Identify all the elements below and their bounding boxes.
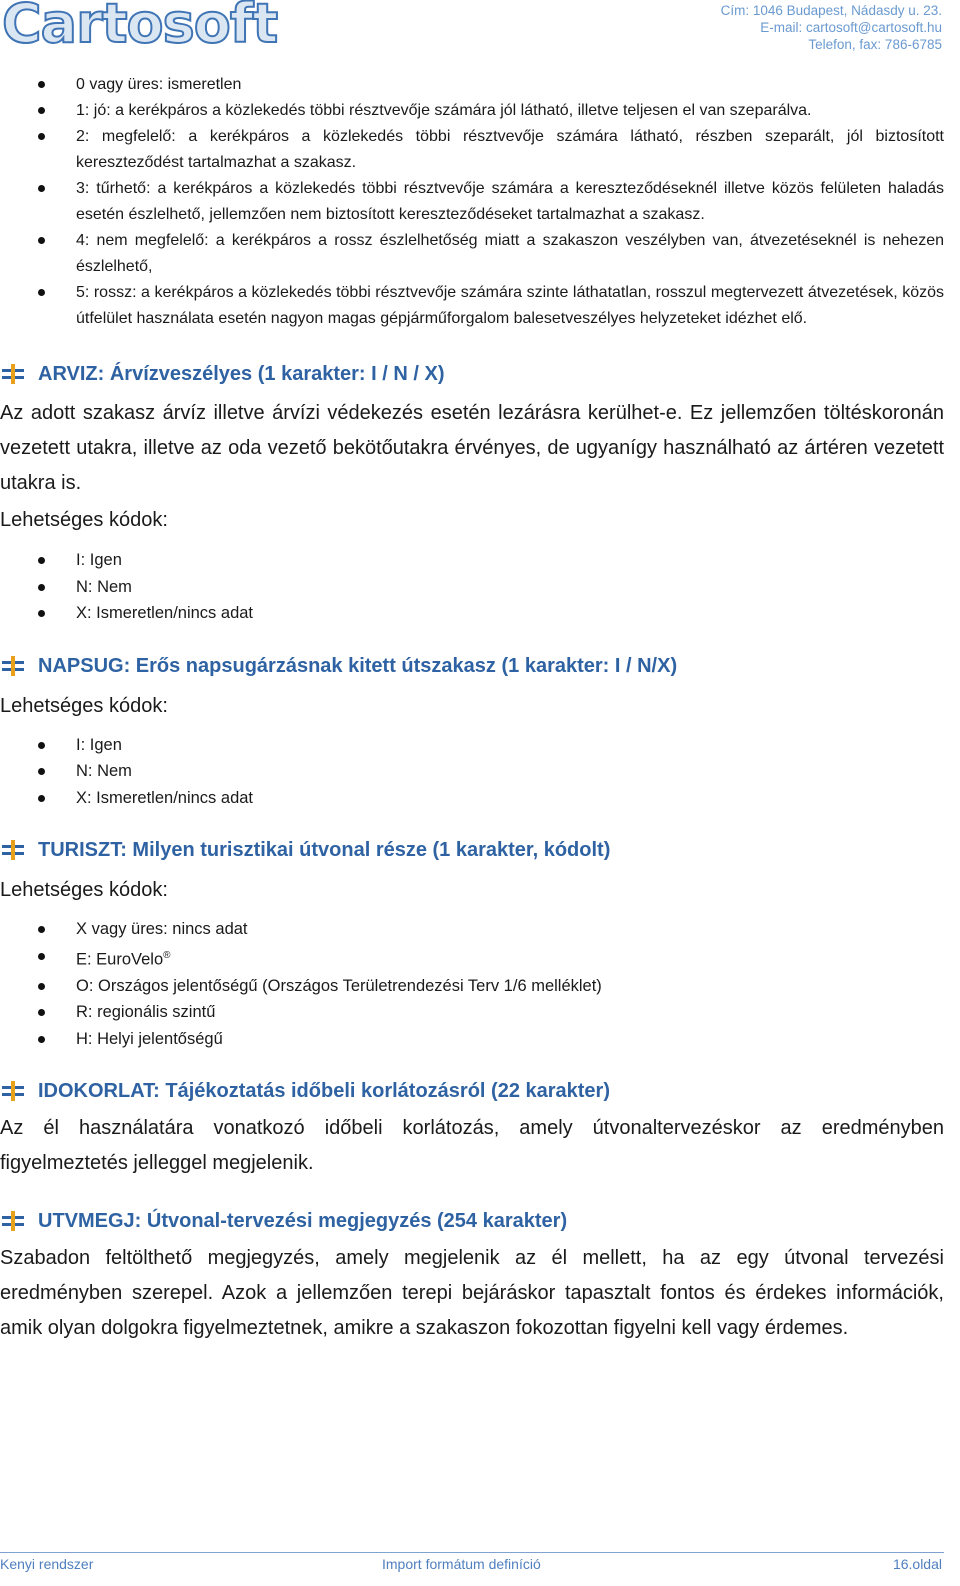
list-item: O: Országos jelentőségű (Országos Területrendezési Terv 1/6 melléklet) bbox=[0, 973, 944, 1000]
contact-address: Cím: 1046 Budapest, Nádasdy u. 23. bbox=[720, 3, 942, 18]
list-item: 1: jó: a kerékpáros a közlekedés többi résztvevője számára jól látható, illetve teljesen el van szeparálva. bbox=[0, 98, 944, 124]
arviz-description: Az adott szakasz árvíz illetve árvízi védekezés esetén lezárásra kerülhet-e. Ez jellemzően töltéskoronán vezetett utakra, illetve az oda vezető bekötőutakra érvényes, de ugyanígy használható az ártéren vezetett utakra is. bbox=[0, 402, 944, 494]
section-title: ARVIZ: Árvízveszélyes (1 karakter: I / N / X) bbox=[38, 363, 445, 385]
document-body bbox=[0, 70, 944, 1346]
contact-phone: Telefon, fax: 786-6785 bbox=[808, 37, 942, 52]
heading-marker-icon bbox=[2, 1210, 24, 1232]
registered-mark: ® bbox=[163, 949, 171, 961]
cartosoft-logo: Cartosoft bbox=[2, 0, 278, 55]
utvmegj-description: Szabadon feltölthető megjegyzés, amely megjelenik az él mellett, ha az egy útvonal tervezési eredményben szerepel. Azok a jellemzően terepi bejáráskor tapasztalt fontos és érdekes információk, amik olyan dolgokra figyelmeztetnek, amikre a szakaszon fokozottan figyelni kell vagy érdemes. bbox=[0, 1247, 944, 1339]
rating-list bbox=[0, 72, 944, 332]
page-footer bbox=[0, 1552, 944, 1586]
list-item: 2: megfelelő: a kerékpáros a közlekedés többi résztvevője számára látható, részben szeparált, jól biztosított kereszteződést tartalmazhat a szakasz. bbox=[0, 124, 944, 176]
heading-marker-icon bbox=[2, 1080, 24, 1102]
list-item: R: regionális szintű bbox=[0, 999, 944, 1026]
list-item: 0 vagy üres: ismeretlen bbox=[0, 72, 944, 98]
heading-marker-icon bbox=[2, 655, 24, 677]
section-heading-turiszt bbox=[0, 836, 944, 864]
section-heading-idokorlat bbox=[0, 1077, 944, 1105]
footer-left: Kenyi rendszer bbox=[0, 1556, 94, 1572]
list-item: H: Helyi jelentőségű bbox=[0, 1026, 944, 1053]
list-item: X: Ismeretlen/nincs adat bbox=[0, 785, 944, 812]
section-heading-utvmegj bbox=[0, 1207, 944, 1235]
codes-label: Lehetséges kódok: bbox=[0, 694, 168, 717]
list-item: X vagy üres: nincs adat bbox=[0, 916, 944, 943]
list-item: 3: tűrhető: a kerékpáros a közlekedés többi résztvevője számára a kereszteződéseknél illetve közös felületen haladás esetén észlelhető, jellemzően nem biztosított kereszteződéseket tartalmazhat a szakasz. bbox=[0, 176, 944, 228]
section-title: NAPSUG: Erős napsugárzásnak kitett útszakasz (1 karakter: I / N/X) bbox=[38, 654, 678, 677]
napsug-code-list bbox=[0, 732, 944, 812]
list-item: X: Ismeretlen/nincs adat bbox=[0, 600, 944, 627]
heading-marker-icon bbox=[2, 839, 24, 861]
idokorlat-description: Az él használatára vonatkozó időbeli korlátozás, amely útvonaltervezéskor az eredményben figyelmeztetés jelleggel megjelenik. bbox=[0, 1117, 944, 1174]
section-heading-napsug bbox=[0, 652, 944, 680]
page-number: 16.oldal bbox=[892, 1556, 942, 1572]
heading-marker-icon bbox=[2, 363, 24, 385]
list-item: I: Igen bbox=[0, 547, 944, 574]
contact-info bbox=[721, 2, 942, 53]
section-title: TURISZT: Milyen turisztikai útvonal része (1 karakter, kódolt) bbox=[38, 839, 611, 861]
list-item: N: Nem bbox=[0, 758, 944, 785]
section-title: IDOKORLAT: Tájékoztatás időbeli korlátozásról (22 karakter) bbox=[38, 1080, 611, 1102]
list-item: N: Nem bbox=[0, 574, 944, 601]
contact-email: E-mail: cartosoft@cartosoft.hu bbox=[760, 20, 942, 35]
page-header bbox=[0, 0, 960, 60]
arviz-code-list bbox=[0, 547, 944, 627]
list-item: I: Igen bbox=[0, 732, 944, 759]
list-item: 4: nem megfelelő: a kerékpáros a rossz észlelhetőség miatt a szakaszon veszélyben van, átvezetéseknél is nehezen észlelhető, bbox=[0, 228, 944, 280]
eurovelo-label: E: EuroVelo bbox=[76, 950, 164, 968]
codes-label: Lehetséges kódok: bbox=[0, 879, 168, 901]
turiszt-code-list bbox=[0, 916, 944, 1052]
list-item bbox=[0, 943, 944, 973]
list-item: 5: rossz: a kerékpáros a közlekedés többi résztvevője számára szinte láthatatlan, rosszul megtervezett átvezetések, közös útfelület használata esetén nagyon magas gépjárműforgalom balesetveszélyes helyzeteket idézhet elő. bbox=[0, 280, 944, 332]
codes-label: Lehetséges kódok: bbox=[0, 509, 168, 531]
footer-center: Import formátum definíció bbox=[382, 1556, 541, 1572]
section-title: UTVMEGJ: Útvonal-tervezési megjegyzés (254 karakter) bbox=[38, 1210, 568, 1232]
section-heading-arviz bbox=[0, 360, 944, 388]
